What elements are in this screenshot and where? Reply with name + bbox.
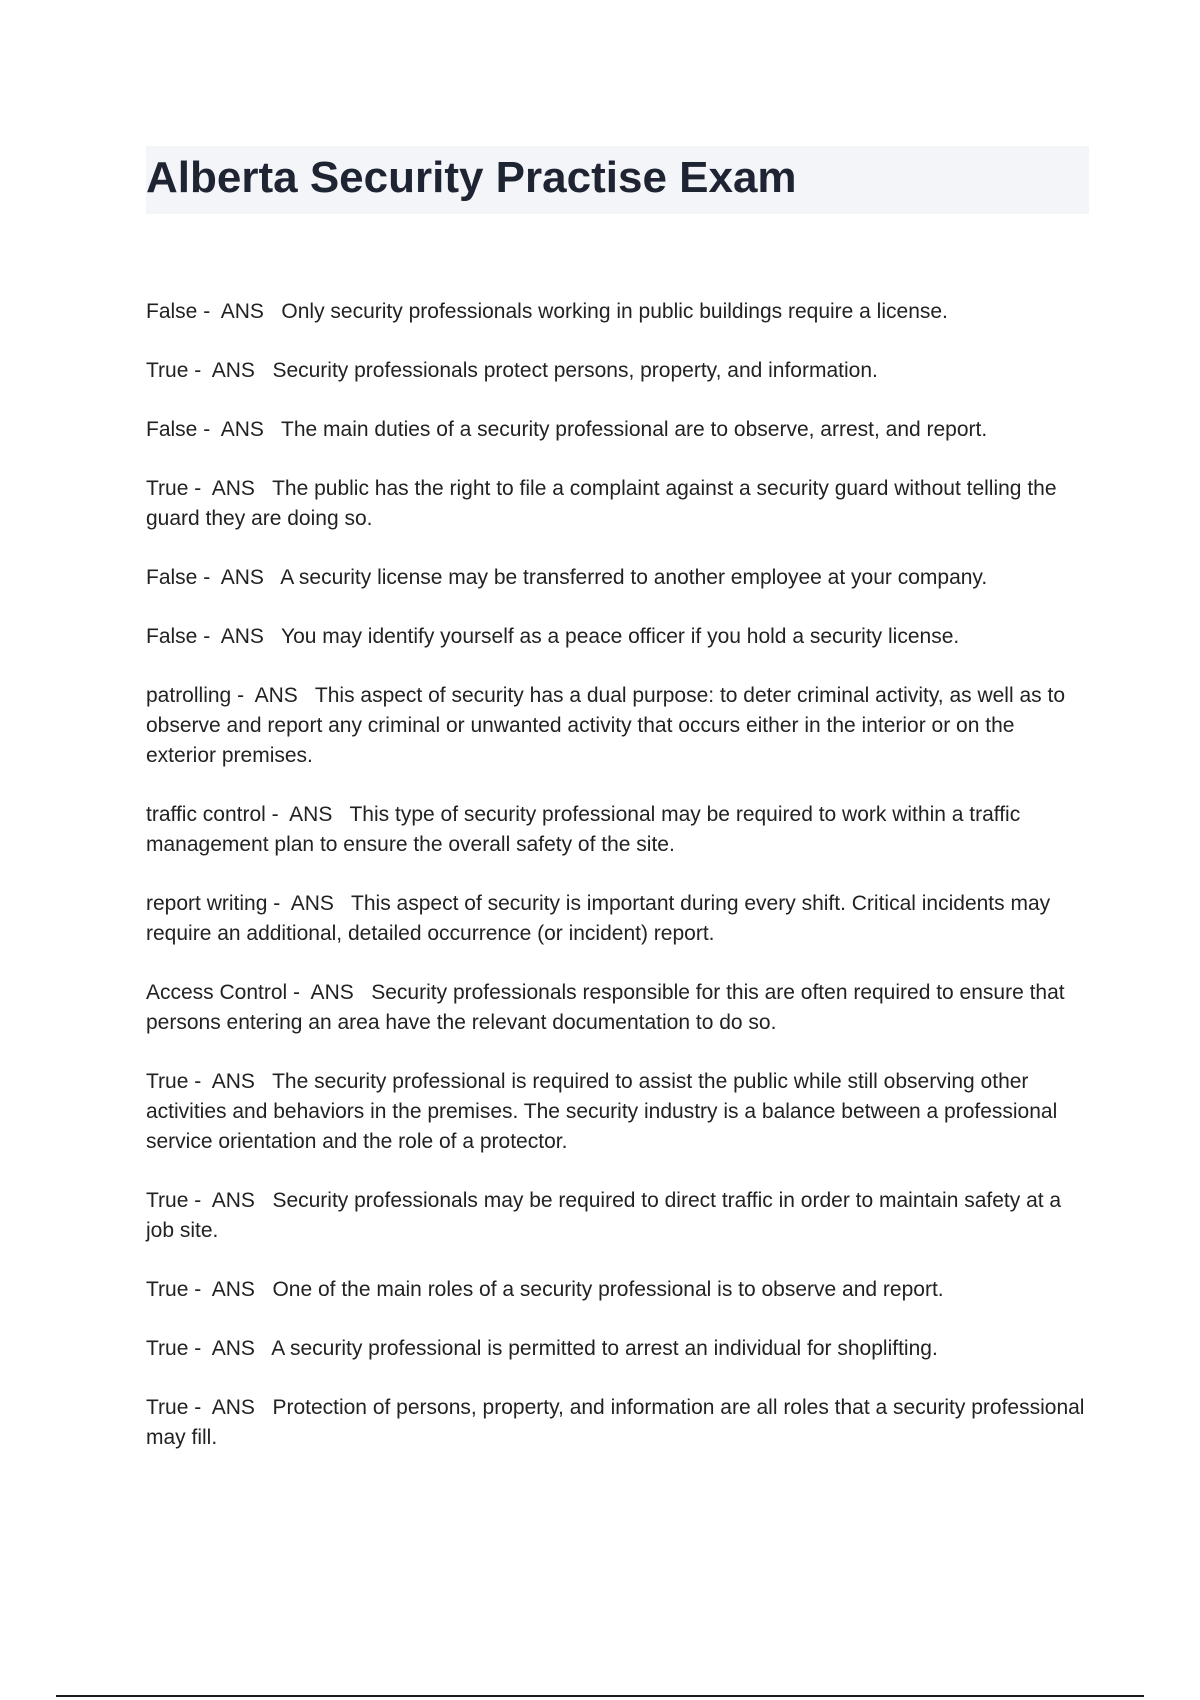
qa-answer: True bbox=[146, 1278, 189, 1301]
qa-item bbox=[146, 474, 1086, 534]
qa-answer: True bbox=[146, 477, 189, 500]
qa-question: This type of security professional may be required to work within a traffic management plan to ensure the overall safety of the site. bbox=[146, 803, 1021, 856]
qa-answer: True bbox=[146, 1396, 189, 1419]
footer-divider bbox=[56, 1695, 1144, 1697]
document-title: Alberta Security Practise Exam bbox=[146, 153, 797, 202]
qa-answer: patrolling bbox=[146, 684, 232, 707]
qa-item bbox=[146, 889, 1086, 949]
qa-question: The public has the right to file a complaint against a security guard without telling the guard they are doing so. bbox=[146, 477, 1057, 530]
qa-answer: True bbox=[146, 359, 189, 382]
qa-list bbox=[146, 297, 1086, 1482]
qa-separator: - ANS bbox=[188, 1396, 273, 1419]
qa-item bbox=[146, 415, 1086, 445]
qa-separator: - ANS bbox=[267, 892, 352, 915]
qa-item bbox=[146, 563, 1086, 593]
qa-question: This aspect of security is important during every shift. Critical incidents may require an additional, detailed occurrence (or incident) report. bbox=[146, 892, 1051, 945]
qa-question: Protection of persons, property, and information are all roles that a security professional may fill. bbox=[146, 1396, 1085, 1449]
qa-separator: - ANS bbox=[188, 477, 273, 500]
qa-answer: False bbox=[146, 418, 198, 441]
qa-separator: - ANS bbox=[188, 1278, 273, 1301]
qa-item bbox=[146, 297, 1086, 327]
qa-item bbox=[146, 1334, 1086, 1364]
qa-question: Security professionals responsible for this are often required to ensure that persons entering an area have the relevant documentation to do so. bbox=[146, 981, 1065, 1034]
qa-separator: - ANS bbox=[188, 1337, 272, 1360]
qa-question: This aspect of security has a dual purpose: to deter criminal activity, as well as to observe and report any criminal or unwanted activity that occurs either in the interior or on the exterior premises. bbox=[146, 684, 1066, 767]
qa-separator: - ANS bbox=[188, 359, 273, 382]
qa-item bbox=[146, 1275, 1086, 1305]
qa-question: Security professionals protect persons, property, and information. bbox=[272, 359, 878, 382]
qa-answer: traffic control bbox=[146, 803, 266, 826]
qa-answer: Access Control bbox=[146, 981, 288, 1004]
qa-separator: - ANS bbox=[197, 300, 282, 323]
qa-question: Only security professionals working in public buildings require a license. bbox=[281, 300, 948, 323]
qa-question: The main duties of a security professional are to observe, arrest, and report. bbox=[281, 418, 988, 441]
qa-separator: - ANS bbox=[265, 803, 350, 826]
qa-item bbox=[146, 622, 1086, 652]
qa-separator: - ANS bbox=[197, 418, 282, 441]
qa-separator: - ANS bbox=[197, 625, 282, 648]
title-banner bbox=[146, 146, 1089, 214]
qa-answer: False bbox=[146, 566, 198, 589]
qa-answer: False bbox=[146, 300, 198, 323]
qa-separator: - ANS bbox=[287, 981, 372, 1004]
qa-item bbox=[146, 1067, 1086, 1157]
qa-separator: - ANS bbox=[231, 684, 315, 707]
qa-item bbox=[146, 681, 1086, 771]
qa-item bbox=[146, 1186, 1086, 1246]
qa-item bbox=[146, 356, 1086, 386]
qa-separator: - ANS bbox=[197, 566, 281, 589]
qa-question: A security professional is permitted to arrest an individual for shoplifting. bbox=[271, 1337, 938, 1360]
qa-separator: - ANS bbox=[188, 1189, 273, 1212]
qa-answer: report writing bbox=[146, 892, 268, 915]
qa-question: You may identify yourself as a peace officer if you hold a security license. bbox=[281, 625, 960, 648]
qa-question: One of the main roles of a security professional is to observe and report. bbox=[272, 1278, 944, 1301]
qa-item bbox=[146, 1393, 1086, 1453]
qa-item bbox=[146, 978, 1086, 1038]
qa-answer: True bbox=[146, 1337, 189, 1360]
qa-answer: True bbox=[146, 1189, 189, 1212]
qa-question: Security professionals may be required to direct traffic in order to maintain safety at a job site. bbox=[146, 1189, 1062, 1242]
qa-question: A security license may be transferred to another employee at your company. bbox=[280, 566, 988, 589]
qa-question: The security professional is required to assist the public while still observing other activities and behaviors in the premises. The security industry is a balance between a professional service orientation and the role of a protector. bbox=[146, 1070, 1058, 1153]
qa-separator: - ANS bbox=[188, 1070, 273, 1093]
qa-answer: False bbox=[146, 625, 198, 648]
qa-item bbox=[146, 800, 1086, 860]
qa-answer: True bbox=[146, 1070, 189, 1093]
